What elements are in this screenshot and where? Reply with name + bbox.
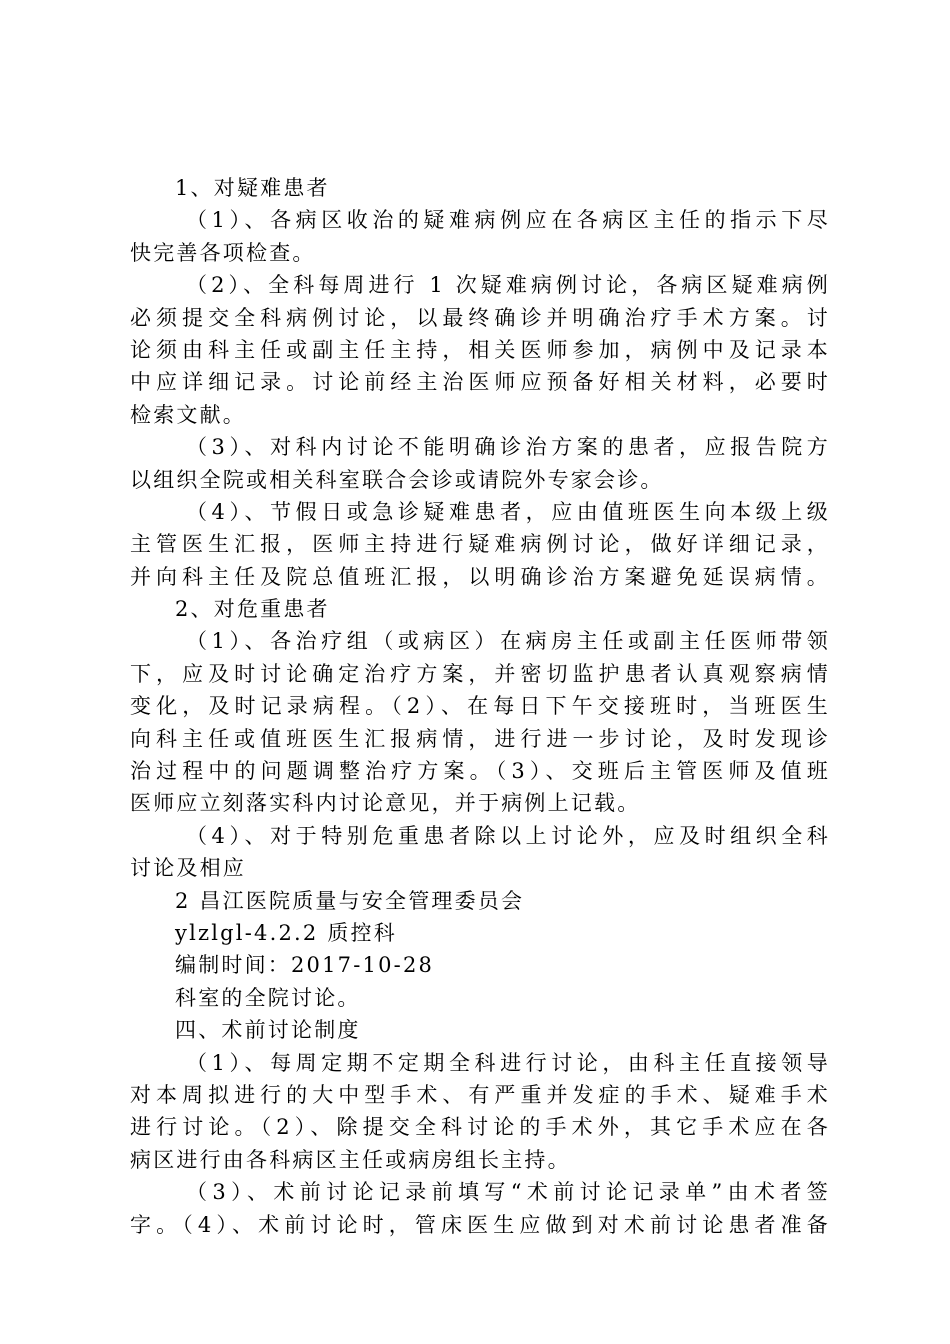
- text-line: （4）、节假日或急诊疑难患者，应由值班医生向本级上级: [186, 499, 830, 524]
- text-line: 医师应立刻落实科内讨论意见，并于病例上记载。: [130, 791, 641, 816]
- text-line: 讨论及相应: [130, 856, 246, 881]
- text-line: 变化，及时记录病程。（2）、在每日下午交接班时，当班医生: [130, 694, 830, 719]
- text-line: 下，应及时讨论确定治疗方案，并密切监护患者认真观察病情: [130, 661, 830, 686]
- text-line: 论须由科主任或副主任主持，相关医师参加，病例中及记录本: [130, 337, 830, 362]
- text-line: 必须提交全科病例讨论，以最终确诊并明确治疗手术方案。讨: [130, 305, 830, 330]
- text-line: 对本周拟进行的大中型手术、有严重并发症的手术、疑难手术: [130, 1082, 830, 1107]
- text-line: 检索文献。: [130, 402, 246, 427]
- text-line: 中应详细记录。讨论前经主治医师应预备好相关材料，必要时: [130, 370, 830, 395]
- text-line: 病区进行由各科病区主任或病房组长主持。: [130, 1147, 571, 1172]
- text-line: 并向科主任及院总值班汇报，以明确诊治方案避免延误病情。: [130, 564, 830, 589]
- text-line: 2、对危重患者: [175, 597, 330, 622]
- text-line: 以组织全院或相关科室联合会诊或请院外专家会诊。: [130, 467, 664, 492]
- text-line: 编制时间：2017-10-28: [175, 953, 435, 978]
- text-line: 治过程中的问题调整治疗方案。（3）、交班后主管医师及值班: [130, 759, 830, 784]
- text-line: 主管医生汇报，医师主持进行疑难病例讨论，做好详细记录，: [130, 532, 830, 557]
- text-line: 1、对疑难患者: [175, 176, 330, 200]
- text-line: （3）、术前讨论记录前填写“术前讨论记录单”由术者签: [186, 1180, 830, 1205]
- text-line: 快完善各项检查。: [130, 240, 316, 265]
- text-line: 四、术前讨论制度: [175, 1018, 361, 1043]
- text-line: 向科主任或值班医生汇报病情，进行进一步讨论，及时发现诊: [130, 726, 830, 751]
- document-body: [130, 172, 830, 1241]
- text-line: （1）、各治疗组（或病区）在病房主任或副主任医师带领: [186, 629, 830, 654]
- text-line: 进行讨论。（2）、除提交全科讨论的手术外，其它手术应在各: [130, 1115, 830, 1140]
- text-line: 字。（4）、术前讨论时，管床医生应做到对术前讨论患者准备: [130, 1212, 830, 1237]
- text-line: （2）、全科每周进行 1 次疑难病例讨论，各病区疑难病例: [186, 273, 830, 298]
- text-line: ylzlgl-4.2.2 质控科: [175, 920, 397, 945]
- text-line: 2 昌江医院质量与安全管理委员会: [175, 888, 525, 913]
- text-line: （3）、对科内讨论不能明确诊治方案的患者，应报告院方: [186, 435, 830, 460]
- text-line: （1）、各病区收治的疑难病例应在各病区主任的指示下尽: [186, 208, 830, 233]
- text-line: （1）、每周定期不定期全科进行讨论，由科主任直接领导: [186, 1050, 830, 1075]
- text-line: （4）、对于特别危重患者除以上讨论外，应及时组织全科: [186, 823, 830, 848]
- text-line: 科室的全院讨论。: [175, 985, 361, 1010]
